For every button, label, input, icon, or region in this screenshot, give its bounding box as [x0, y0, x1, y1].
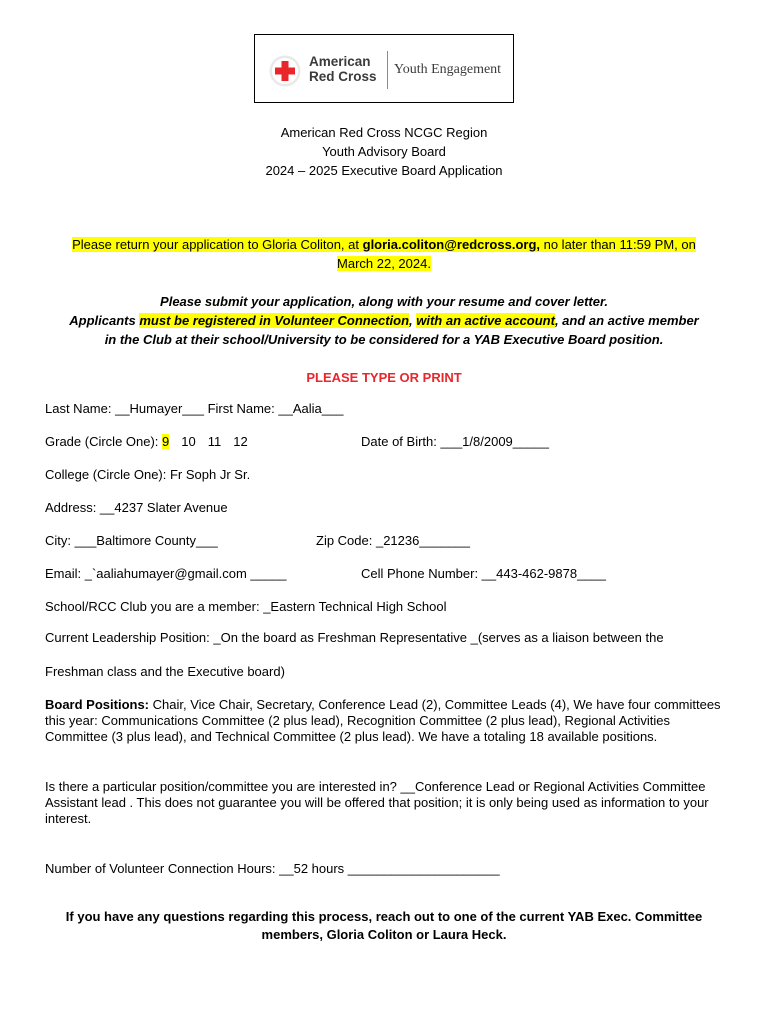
board-positions-label: Board Positions:	[45, 697, 150, 712]
grade-10: 10	[181, 434, 196, 449]
logo-divider	[387, 51, 388, 89]
address-line: Address: __4237 Slater Avenue	[45, 500, 228, 515]
notice-part1: Please return your application to Gloria Coliton, at	[72, 237, 363, 252]
instructions-line3: in the Club at their school/University to be considered for a YAB Executive Board position.	[104, 332, 664, 347]
instructions-line2-c: ,	[409, 313, 417, 328]
board-positions-text: Chair, Vice Chair, Secretary, Conference Lead (2), Committee Leads (4), We have four committees this year: Communications Committee (2 plus lead), Recognition Committee (2 plus lead), Regional Activities Committee (3 plus lead), and Technical Committee (2 plus lead). We have a totaling 18 available positions.	[45, 697, 721, 744]
instructions	[40, 292, 728, 349]
footer-line2: members, Gloria Coliton or Laura Heck.	[261, 927, 507, 942]
red-cross-icon	[269, 55, 301, 87]
document-header	[40, 123, 728, 180]
instructions-line2-d: with an active account	[416, 313, 555, 328]
type-or-print-heading: PLEASE TYPE OR PRINT	[306, 370, 462, 385]
leadership-line2: Freshman class and the Executive board)	[45, 664, 285, 679]
position-interest: Is there a particular position/committee you are interested in? __Conference Lead or Regional Activities Committee Assistant lead . This does not guarantee you will be offered that position; it is only being used as information to your interest.	[45, 779, 709, 826]
logo-brand-line2: Red Cross	[309, 68, 377, 84]
footer-note	[40, 908, 728, 944]
board-positions	[45, 697, 725, 745]
zip-line: Zip Code: _21236_______	[316, 533, 470, 548]
grade-12: 12	[233, 434, 248, 449]
notice-part3: March 22, 2024.	[337, 256, 431, 271]
grade-line	[45, 434, 248, 449]
notice-part2: no later than 11:59 PM, on	[540, 237, 696, 252]
instructions-line1: Please submit your application, along with your resume and cover letter.	[160, 294, 608, 309]
grade-label: Grade (Circle One):	[45, 434, 163, 449]
logo	[254, 34, 514, 103]
instructions-line2-b: must be registered in Volunteer Connection	[139, 313, 410, 328]
date-of-birth: Date of Birth: ___1/8/2009_____	[361, 434, 549, 449]
school-line: School/RCC Club you are a member: _Eastern Technical High School	[45, 599, 447, 614]
instructions-line2-e: , and an active member	[554, 313, 699, 328]
footer-line1: If you have any questions regarding this process, reach out to one of the current YAB Exec. Committee	[65, 909, 703, 924]
city-line: City: ___Baltimore County___	[45, 533, 218, 548]
header-line3: 2024 – 2025 Executive Board Application	[265, 163, 503, 178]
header-line1: American Red Cross NCGC Region	[280, 125, 488, 140]
volunteer-hours: Number of Volunteer Connection Hours: __52 hours _____________________	[45, 861, 500, 876]
deadline-notice	[40, 235, 728, 273]
logo-brand-line1: American	[309, 54, 371, 69]
instructions-line2-a: Applicants	[69, 313, 140, 328]
notice-email: gloria.coliton@redcross.org,	[362, 237, 540, 252]
cell-phone-line: Cell Phone Number: __443-462-9878____	[361, 566, 607, 581]
logo-brand	[309, 55, 377, 84]
college-line: College (Circle One): Fr Soph Jr Sr.	[45, 467, 251, 482]
header-line2: Youth Advisory Board	[322, 144, 446, 159]
leadership-line1: Current Leadership Position: _On the board as Freshman Representative _(serves as a liaison between the	[45, 630, 664, 645]
email-line: Email: _`aaliahumayer@gmail.com _____	[45, 566, 287, 581]
name-line: Last Name: __Humayer___ First Name: __Aalia___	[45, 401, 344, 416]
grade-11: 11	[207, 434, 222, 449]
logo-tagline: Youth Engagement	[394, 62, 502, 77]
grade-selected: 9	[162, 434, 170, 449]
